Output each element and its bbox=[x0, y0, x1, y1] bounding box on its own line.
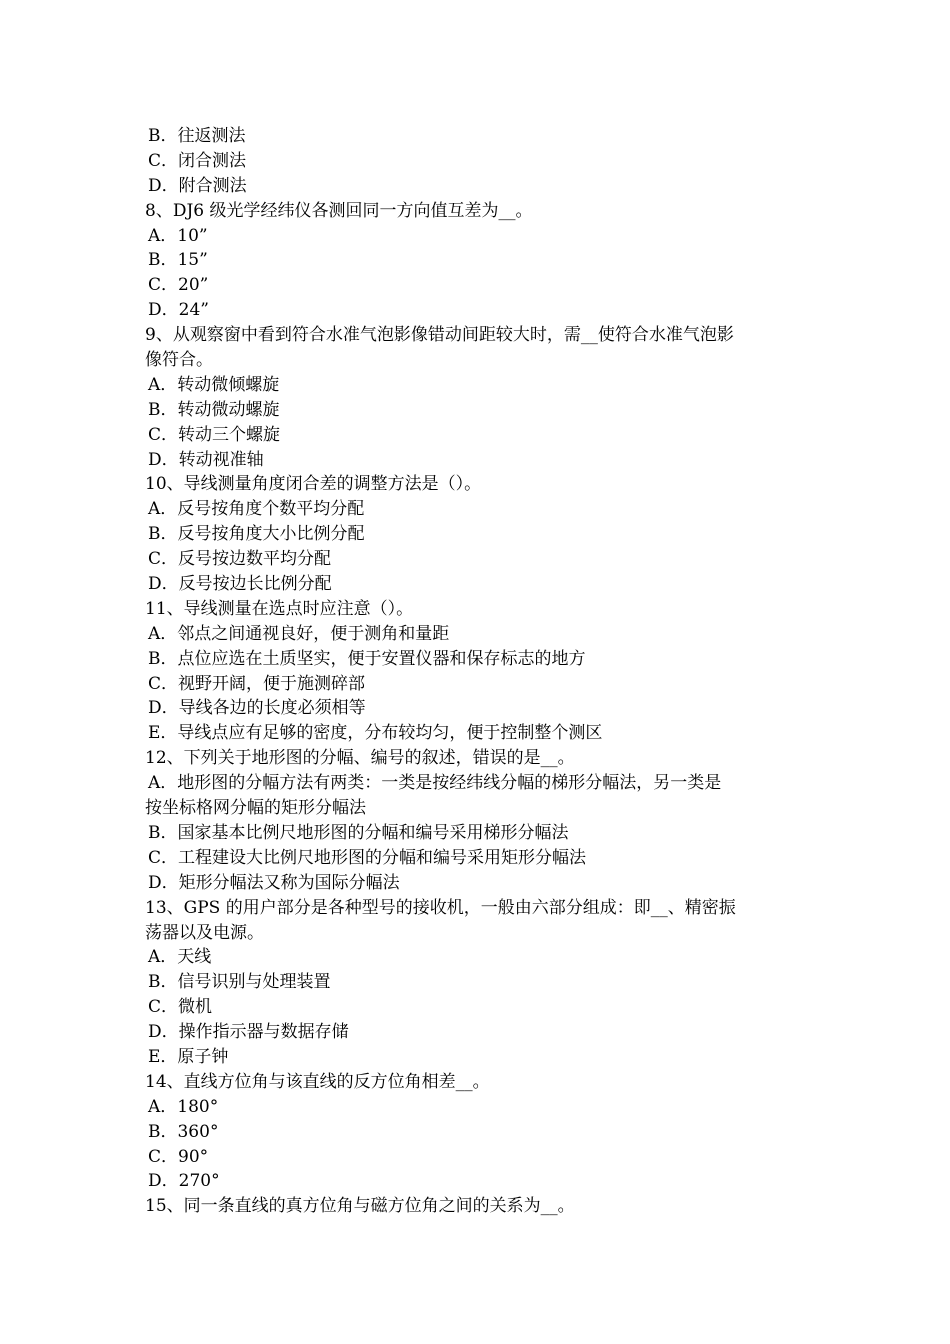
option-line: D．转动视准轴 bbox=[148, 449, 264, 470]
question-line: 12、下列关于地形图的分幅、编号的叙述，错误的是__。 bbox=[145, 748, 575, 769]
option-line: C．工程建设大比例尺地形图的分幅和编号采用矩形分幅法 bbox=[148, 847, 587, 868]
option-line: C．反号按边数平均分配 bbox=[148, 549, 332, 570]
option-continuation-line: 按坐标格网分幅的矩形分幅法 bbox=[145, 798, 366, 819]
option-line: E．原子钟 bbox=[148, 1046, 229, 1067]
option-line: B．转动微动螺旋 bbox=[148, 399, 280, 420]
option-line: B．往返测法 bbox=[148, 126, 246, 146]
option-line: B．15” bbox=[148, 250, 208, 271]
option-line: C．20” bbox=[148, 275, 209, 296]
option-line: D．反号按边长比例分配 bbox=[148, 574, 332, 595]
question-continuation-line: 荡器以及电源。 bbox=[145, 922, 264, 943]
option-line: A．10” bbox=[148, 225, 208, 246]
question-line: 9、从观察窗中看到符合水准气泡影像错动间距较大时，需__使符合水准气泡影 bbox=[145, 325, 734, 346]
option-line: C．闭合测法 bbox=[148, 150, 247, 171]
option-line: A．转动微倾螺旋 bbox=[148, 374, 280, 395]
document-page bbox=[145, 124, 815, 1219]
option-line: B．点位应选在土质坚实，便于安置仪器和保存标志的地方 bbox=[148, 648, 586, 669]
option-line: E．导线点应有足够的密度，分布较均匀，便于控制整个测区 bbox=[148, 723, 603, 744]
question-line: 11、导线测量在选点时应注意（）。 bbox=[145, 598, 414, 619]
question-line: 8、DJ6 级光学经纬仪各测回同一方向值互差为__。 bbox=[145, 200, 533, 221]
option-line: A．180° bbox=[148, 1096, 219, 1117]
option-line: D．24” bbox=[148, 300, 209, 321]
option-line: B．国家基本比例尺地形图的分幅和编号采用梯形分幅法 bbox=[148, 822, 569, 843]
option-line: B．反号按角度大小比例分配 bbox=[148, 524, 365, 545]
option-line: D．导线各边的长度必须相等 bbox=[148, 698, 366, 719]
option-line: A．反号按角度个数平均分配 bbox=[148, 499, 365, 520]
option-line: C．90° bbox=[148, 1146, 209, 1167]
option-line: A．邻点之间通视良好，便于测角和量距 bbox=[148, 623, 450, 644]
question-line: 13、GPS 的用户部分是各种型号的接收机，一般由六部分组成：即__、精密振 bbox=[145, 897, 736, 918]
option-line: A．地形图的分幅方法有两类：一类是按经纬线分幅的梯形分幅法，另一类是 bbox=[148, 773, 722, 794]
question-continuation-line: 像符合。 bbox=[145, 350, 213, 371]
question-line: 14、直线方位角与该直线的反方位角相差__。 bbox=[145, 1071, 490, 1092]
question-line: 15、同一条直线的真方位角与磁方位角之间的关系为__。 bbox=[145, 1196, 575, 1217]
option-line: D．矩形分幅法又称为国际分幅法 bbox=[148, 872, 400, 893]
question-line: 10、导线测量角度闭合差的调整方法是（）。 bbox=[145, 474, 482, 495]
option-line: C．视野开阔，便于施测碎部 bbox=[148, 673, 366, 694]
option-line: C．转动三个螺旋 bbox=[148, 424, 281, 445]
option-line: D．操作指示器与数据存储 bbox=[148, 1022, 349, 1043]
option-line: D．270° bbox=[148, 1171, 220, 1192]
option-line: C．微机 bbox=[148, 997, 213, 1018]
option-line: B．信号识别与处理装置 bbox=[148, 972, 331, 993]
option-line: B．360° bbox=[148, 1121, 219, 1142]
option-line: A．天线 bbox=[148, 947, 212, 968]
option-line: D．附合测法 bbox=[148, 175, 247, 196]
